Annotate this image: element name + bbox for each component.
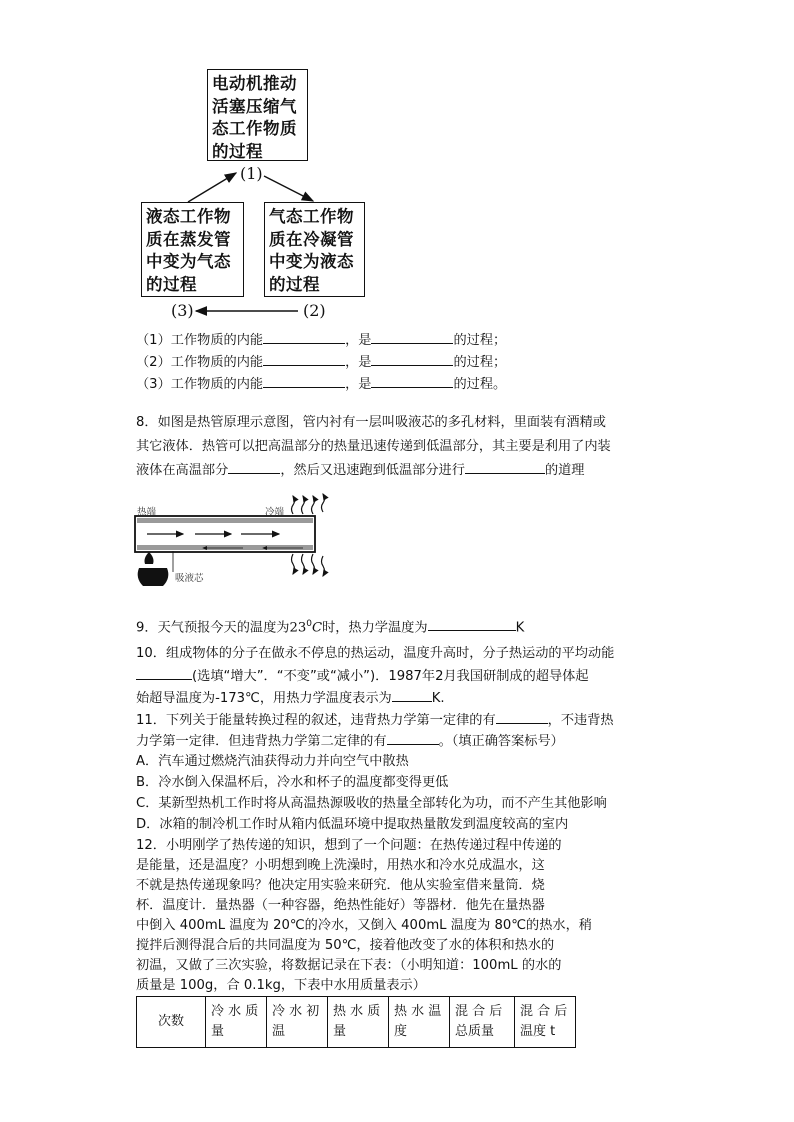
q10-line-2: (选填“增大”．“不变”或“减小”)．1987年2月我国研制成的超导体起 [136, 665, 666, 687]
process-label-3: (3) [171, 301, 194, 320]
q9-blank[interactable] [428, 616, 516, 631]
question-10 [136, 643, 666, 709]
box-right-line-2: 质在冷凝管 [269, 229, 354, 249]
blank-3b[interactable] [371, 373, 453, 388]
th-hot-mass: 热 水 质 量 [328, 997, 389, 1048]
wick-label: 吸液芯 [175, 573, 204, 584]
box-top-line-3: 态工作物质 [212, 119, 297, 138]
q10-blank-1[interactable] [136, 665, 192, 680]
q8-line-1: 8．如图是热管原理示意图，管内衬有一层叫吸液芯的多孔材料，里面装有酒精或 [136, 415, 606, 430]
q12-line-1: 12．小明刚学了热传递的知识，想到了一个问题：在热传递过程中传递的 [136, 838, 562, 853]
fill-line-2: （2）工作物质的内能 ，是 的过程； [136, 351, 596, 373]
box-top-line-1: 电动机推动 [212, 74, 297, 93]
q9-line: 9．天气预报今天的温度为$23^0C$时，热力学温度为 K [136, 612, 656, 636]
heat-pipe-drawing [133, 488, 333, 594]
question-12 [136, 836, 666, 996]
experiment-table [136, 996, 576, 1048]
q9-temp: 23 [289, 620, 307, 636]
q12-line-8: 质量是 100g，合 0.1kg，下表中水用质量表示） [136, 978, 426, 993]
blank-1a[interactable] [263, 329, 345, 344]
question-9 [136, 612, 656, 636]
q8-blank-1[interactable] [228, 459, 280, 474]
blank-1b[interactable] [371, 329, 453, 344]
q11-option-c[interactable]: C．某新型热机工作时将从高温热源吸收的热量全部转化为功，而不产生其他影响 [136, 796, 607, 811]
q11-option-d[interactable]: D．冰箱的制冷机工作时从箱内低温环境中提取热量散发到温度较高的室内 [136, 817, 569, 832]
heat-pipe-figure [133, 488, 333, 594]
q12-line-4: 杯．温度计．量热器（一种容器，绝热性能好）等器材．他先在量热器 [136, 898, 545, 913]
q11-line-1: 11．下列关于能量转换过程的叙述，违背热力学第一定律的有 ，不违背热 [136, 709, 666, 730]
th-cold-initial-temp: 冷 水 初 温 [267, 997, 328, 1048]
hot-end-label: 热端 [137, 507, 157, 518]
cold-end-label: 冷端 [265, 507, 285, 518]
th-cold-mass: 冷 水 质 量 [206, 997, 267, 1048]
q10-blank-2[interactable] [392, 687, 432, 702]
q12-line-7: 初温，又做了三次实验，将数据记录在下表：（小明知道：100mL 的水的 [136, 958, 562, 973]
box-top-line-2: 活塞压缩气 [212, 96, 297, 116]
q12-line-5: 中倒入 400mL 温度为 20℃的冷水，又倒入 400mL 温度为 80℃的热水，稍 [136, 918, 592, 933]
th-count: 次数 [137, 997, 206, 1048]
box-left-line-3: 中变为气态 [146, 252, 231, 271]
q11-blank-2[interactable] [387, 730, 439, 745]
q11-line-2: 力学第一定律．但违背热力学第二定律的有 。（填正确答案标号） [136, 730, 666, 751]
process-label-1: (1) [240, 164, 263, 183]
q10-line-1: 10．组成物体的分子在做永不停息的热运动，温度升高时，分子热运动的平均动能 [136, 646, 615, 661]
arrow-evaporate-to-compress [188, 173, 236, 202]
cycle-arrows [0, 0, 794, 340]
q11-option-a[interactable]: A．汽车通过燃烧汽油获得动力并向空气中散热 [136, 754, 409, 769]
box-left-line-1: 液态工作物 [146, 207, 231, 226]
fill-line-1: （1）工作物质的内能 ，是 的过程； [136, 329, 596, 351]
blank-2b[interactable] [371, 351, 453, 366]
q12-line-3: 不就是热传递现象吗？他决定用实验来研究．他从实验室借来量筒．烧 [136, 878, 545, 893]
q10-line-3: 始超导温度为-173℃，用热力学温度表示为 K. [136, 687, 666, 709]
box-right-line-3: 中变为液态 [269, 252, 354, 271]
q12-line-2: 是能量，还是温度？小明想到晚上洗澡时，用热水和冷水兑成温水，这 [136, 858, 545, 873]
q8-line-3: 液体在高温部分 ，然后又迅速跑到低温部分进行 的道理 [136, 459, 666, 483]
process-label-2: (2) [303, 301, 326, 320]
q8-blank-2[interactable] [465, 459, 545, 474]
q8-line-2: 其它液体．热管可以把高温部分的热量迅速传递到低温部分，其主要是利用了内装 [136, 438, 611, 454]
arrow-compress-to-condense [264, 176, 313, 201]
th-hot-temp: 热 水 温 度 [389, 997, 450, 1048]
q12-line-6: 搅拌后测得混合后的共同温度为 50℃，接着他改变了水的体积和热水的 [136, 938, 555, 953]
box-left-line-4: 的过程 [146, 274, 197, 294]
blank-2a[interactable] [263, 351, 345, 366]
box-top-line-4: 的过程 [212, 141, 263, 161]
question-11 [136, 709, 666, 835]
box-right-line-1: 气态工作物 [269, 207, 354, 226]
q11-blank-1[interactable] [496, 709, 548, 724]
box-left-line-2: 质在蒸发管 [146, 229, 231, 249]
fill-lines [136, 329, 596, 395]
question-8 [136, 412, 666, 483]
q9-unit: C [311, 620, 323, 636]
q11-option-b[interactable]: B．冷水倒入保温杯后，冷水和杯子的温度都变得更低 [136, 775, 449, 790]
th-mixed-mass: 混 合 后 总质量 [450, 997, 515, 1048]
box-right-line-4: 的过程 [269, 274, 320, 294]
th-mixed-temp: 混 合 后 温度 t [515, 997, 576, 1048]
table-header-row [137, 997, 576, 1048]
fill-line-3: （3）工作物质的内能 ，是 的过程。 [136, 373, 596, 395]
blank-3a[interactable] [263, 373, 345, 388]
